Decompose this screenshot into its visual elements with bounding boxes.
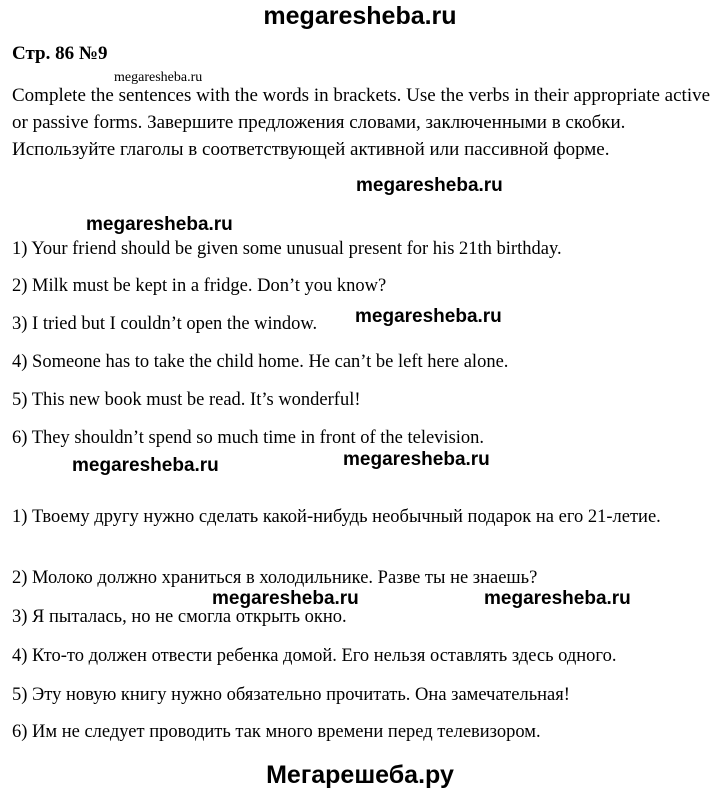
english-answer-2: 2) Milk must be kept in a fridge. Don’t you know? bbox=[12, 276, 387, 296]
russian-answer-6: 6) Им не следует проводить так много времени перед телевизором. bbox=[12, 722, 541, 742]
watermark-small: megaresheba.ru bbox=[114, 70, 203, 85]
russian-answer-3: 3) Я пыталась, но не смогла открыть окно. bbox=[12, 607, 347, 627]
watermark-mid-3: megaresheba.ru bbox=[355, 306, 502, 327]
watermark-mid-1: megaresheba.ru bbox=[356, 175, 503, 196]
russian-answer-4: 4) Кто-то должен отвести ребенка домой. Его нельзя оставлять здесь одного. bbox=[12, 646, 617, 666]
watermark-mid-5: megaresheba.ru bbox=[343, 449, 490, 470]
page-title: Стр. 86 №9 bbox=[12, 43, 108, 64]
english-answer-3: 3) I tried but I couldn’t open the window. bbox=[12, 314, 318, 334]
task-instructions: Complete the sentences with the words in brackets. Use the verbs in their appropriate active or passive forms. Завершите предложения словами, заключенными в скобки. Используйте глаголы в соответствующей активной или пассивной форме. bbox=[12, 85, 711, 160]
russian-answer-5: 5) Эту новую книгу нужно обязательно прочитать. Она замечательная! bbox=[12, 685, 570, 705]
english-answer-6: 6) They shouldn’t spend so much time in front of the television. bbox=[12, 428, 485, 448]
english-answer-5: 5) This new book must be read. It’s wonderful! bbox=[12, 390, 361, 410]
russian-answer-1: 1) Твоему другу нужно сделать какой-нибудь необычный подарок на его 21-летие. bbox=[12, 507, 661, 527]
watermark-mid-7: megaresheba.ru bbox=[484, 588, 631, 609]
english-answer-1: 1) Your friend should be given some unusual present for his 21th birthday. bbox=[12, 239, 562, 259]
watermark-mid-2: megaresheba.ru bbox=[86, 214, 233, 235]
watermark-top: megaresheba.ru bbox=[263, 2, 457, 30]
russian-answer-2: 2) Молоко должно храниться в холодильнике. Разве ты не знаешь? bbox=[12, 568, 538, 588]
english-answer-4: 4) Someone has to take the child home. He can’t be left here alone. bbox=[12, 352, 509, 372]
watermark-mid-6: megaresheba.ru bbox=[212, 588, 359, 609]
watermark-bottom: Мегарешеба.ру bbox=[266, 761, 454, 789]
watermark-mid-4: megaresheba.ru bbox=[72, 455, 219, 476]
